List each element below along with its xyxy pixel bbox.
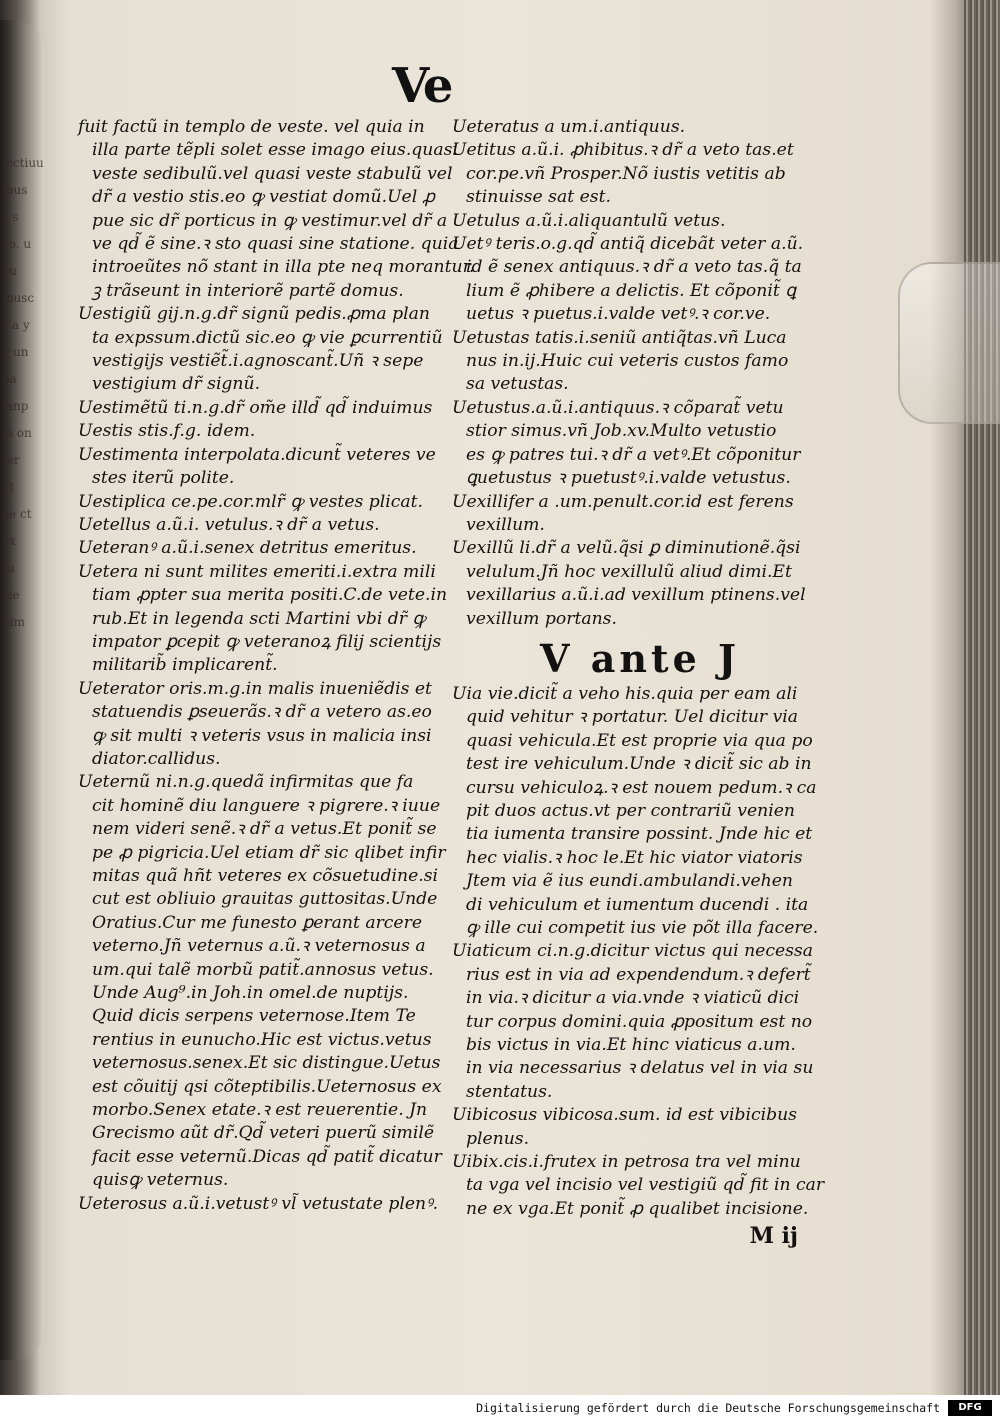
entry-line: ta expssum.dictũ sic.eo ꝙ vie ꝑcurrentiũ <box>92 327 443 348</box>
entry-line: ꝙ sit multi ꝛ veteris vsus in malicia insi <box>92 725 432 746</box>
entry-line: es ꝙ patres tui.ꝛ dr̃ a vetꝰ.Et cõponitur <box>466 444 801 465</box>
entry-line: uetus ꝛ puetus.i.valde vetꝰ.ꝛ cor.ve. <box>466 304 771 325</box>
entry-line: vexillum portans. <box>466 608 617 629</box>
entry-line: Uetellus a.ũ.i. vetulus.ꝛ dr̃ a vetus. <box>78 514 380 535</box>
entry-line: Uibicosus vibicosa.sum. id est vibicibus <box>452 1105 798 1126</box>
entry-line: morbo.Senex etate.ꝛ est reuerentie. Jn <box>92 1100 428 1121</box>
dictionary-entry <box>78 116 475 303</box>
dictionary-entry <box>78 397 440 420</box>
entry-line: nus in.ij.Huic cui veteris custos famo <box>466 351 789 372</box>
dictionary-entry <box>78 491 440 514</box>
dictionary-entry <box>78 444 440 491</box>
entry-line: ne ex vga.Et ponit̃ ꝓ qualibet incisione. <box>466 1198 809 1219</box>
entry-line: Ueteratus a um.i.antiquus. <box>452 117 686 137</box>
entry-line: plenus. <box>466 1128 530 1149</box>
entry-line: vexillarius a.ũ.i.ad vexillum ptinens.vel <box>466 585 806 606</box>
entry-line: Uetitus a.ũ.i. ꝓhibitus.ꝛ dr̃ a veto tas.et <box>452 140 794 161</box>
entry-line: pe ꝓ pigricia.Uel etiam dr̃ sic qlibet infir <box>92 842 446 863</box>
right-column-bottom <box>452 683 828 1221</box>
entry-line: velulum.Jñ hoc vexillulũ aliud dimi.Et <box>466 561 792 582</box>
entry-line: impator ꝑcepit ꝙ veteranoꝝ filij scientijs <box>92 631 442 652</box>
dictionary-entry <box>452 233 828 327</box>
entry-line: Uiaticum ci.n.g.dicitur victus qui necessa <box>452 941 814 962</box>
dictionary-entry <box>452 537 828 631</box>
right-column-top <box>452 116 828 631</box>
entry-line: Ueternũ ni.n.g.quedã infirmitas que fa <box>78 772 414 793</box>
entry-line: di vehiculum et iumentum ducendi . ita <box>466 894 809 915</box>
entry-line: Uia vie.dicit̃ a veho his.quia per eam ali <box>452 683 798 704</box>
entry-line: bis victus in via.Et hinc viaticus a.um. <box>466 1035 796 1056</box>
entry-line: ve qd̃ ẽ sine.ꝛ sto quasi sine statione. quia <box>92 234 459 255</box>
dictionary-entry <box>452 139 828 209</box>
entry-line: dr̃ a vestio stis.eo ꝙ vestiat domũ.Uel ꝓ <box>92 187 435 208</box>
running-head: Ve <box>392 58 452 114</box>
entry-line: hec vialis.ꝛ hoc le.Et hic viator viatoris <box>466 847 803 868</box>
entry-line: veternosus.senex.Et sic distingue.Uetus <box>92 1053 441 1074</box>
dfg-logo: DFG <box>948 1400 992 1416</box>
entry-line: Ueterosus a.ũ.i.vetustꝰ vl̃ vetustate plenꝰ. <box>78 1193 439 1214</box>
entry-line: in via.ꝛ dicitur a via.vnde ꝛ viaticũ dici <box>466 988 800 1009</box>
entry-line: quisꝙ veternus. <box>92 1170 229 1191</box>
entry-line: id ẽ senex antiquus.ꝛ dr̃ a veto tas.q̃ ta <box>466 257 802 278</box>
dictionary-entry <box>78 303 443 397</box>
entry-line: Uestimenta interpolata.dicunt̃ veteres ve <box>78 444 436 465</box>
entry-line: cit hominẽ diu languere ꝛ pigrere.ꝛ iuue <box>92 795 441 816</box>
entry-line: Grecismo aũt dr̃.Qd̃ veteri puerũ similẽ <box>92 1123 435 1144</box>
entry-line: test ire vehiculum.Unde ꝛ dicit̃ sic ab in <box>466 754 812 775</box>
entry-line: diator.callidus. <box>92 748 221 769</box>
dictionary-entry <box>452 1151 828 1221</box>
entry-line: ꝗuetustus ꝛ puetustꝰ.i.valde vetustus. <box>466 468 791 489</box>
entry-line: ta vga vel incisio vel vestigiũ qd̃ fit in car <box>466 1175 825 1196</box>
entry-line: quid vehitur ꝛ portatur. Uel dicitur via <box>466 707 799 728</box>
dictionary-entry <box>452 683 828 940</box>
dictionary-entry <box>78 537 440 560</box>
entry-line: militarib̃ implicarent̃. <box>92 655 278 676</box>
entry-line: lium ẽ ꝓhibere a delictis. Et cõponit̃ ꝗ <box>466 280 797 301</box>
entry-line: Unde Aug⁹.in Joh.in omel.de nuptijs. <box>92 983 409 1004</box>
entry-line: tiam ꝓpter sua merita positi.C.de vete.in <box>92 585 448 606</box>
entry-line: est cõuitij qsi cõteptibilis.Ueternosus ex <box>92 1076 442 1097</box>
entry-line: quasi vehicula.Et est proprie via qua po <box>466 730 813 751</box>
dictionary-entry <box>452 491 828 538</box>
entry-line: Uetustas tatis.i.seniũ antiq̃tas.vñ Luca <box>452 327 787 348</box>
right-column <box>452 116 828 1249</box>
entry-line: Uetera ni sunt milites emeriti.i.extra mili <box>78 561 436 582</box>
entry-line: vexillum. <box>466 514 545 535</box>
entry-line: stentatus. <box>466 1081 553 1102</box>
left-page-bleed-text: lectiuu lbus c s co. u ou lbusc s a y o un pa lanp la on ter ot ee ct ex tu cie nim <box>2 156 44 629</box>
entry-line: Uibix.cis.i.frutex in petrosa tra vel minu <box>452 1152 801 1173</box>
entry-line: nem videri senẽ.ꝛ dr̃ a vetus.Et ponit̃ se <box>92 819 437 840</box>
entry-line: Ueteranꝰ a.ũ.i.senex detritus emeritus. <box>78 538 417 559</box>
dictionary-entry <box>78 1193 440 1216</box>
entry-line: stior simus.vñ Job.xv.Multo vetustio <box>466 421 777 442</box>
left-column <box>78 116 475 1216</box>
entry-line: introeũtes nõ stant in illa pte neq morantur. <box>92 257 475 278</box>
footer-credit: Digitalisierung gefördert durch die Deutsche Forschungsgemeinschaft <box>476 1401 940 1415</box>
dictionary-entry <box>452 327 828 397</box>
dictionary-entry <box>78 678 440 772</box>
entry-line: Jtem via ẽ ius eundi.ambulandi.vehen <box>466 871 793 892</box>
entry-line: rentius in eunucho.Hic est victus.vetus <box>92 1029 432 1050</box>
entry-line: Uexillũ li.dr̃ a velũ.q̃si ꝑ diminutionẽ.q̃si <box>452 538 801 559</box>
entry-line: statuendis ꝑseuerãs.ꝛ dr̃ a vetero as.eo <box>92 702 432 723</box>
entry-line: pue sic dr̃ porticus in ꝙ vestimur.vel dr̃ a <box>92 210 448 231</box>
page-stack-edge <box>964 0 1000 1395</box>
section-heading: V ante J <box>540 635 740 681</box>
dictionary-entry <box>452 940 828 1104</box>
entry-line: veterno.Jñ veternus a.ũ.ꝛ veternosus a <box>92 936 426 957</box>
entry-line: cor.pe.vñ Prosper.Nõ iustis vetitis ab <box>466 163 786 184</box>
entry-line: Ueterator oris.m.g.in malis inueniẽdis et <box>78 678 432 699</box>
entry-line: tia iumenta transire possint. Jnde hic et <box>466 824 813 845</box>
dictionary-entry <box>452 210 828 233</box>
entry-line: vestigium dr̃ signũ. <box>92 374 261 395</box>
entry-line: cursu vehiculoꝝ.ꝛ est nouem pedum.ꝛ ca <box>466 777 817 798</box>
entry-line: stinuisse sat est. <box>466 187 611 208</box>
dictionary-entry <box>78 771 446 1192</box>
entry-line: stes iterũ polite. <box>92 468 235 489</box>
page-clip <box>898 262 1000 424</box>
signature-mark: M ij <box>749 1223 798 1250</box>
entry-line: cut est obliuio grauitas guttositas.Unde <box>92 889 438 910</box>
entry-line: vestigijs vestiẽt̃.i.agnoscant̃.Uñ ꝛ sepe <box>92 351 424 372</box>
entry-line: Uetulus a.ũ.i.aliquantulũ vetus. <box>452 210 726 231</box>
entry-line: Quid dicis serpens veternose.Item Te <box>92 1006 416 1027</box>
entry-line: mitas quã hñt veteres ex cõsuetudine.si <box>92 866 439 886</box>
footer-bar <box>0 1395 1000 1424</box>
dictionary-entry <box>78 561 448 678</box>
dictionary-entry <box>78 420 440 443</box>
dictionary-entry <box>452 116 828 139</box>
dictionary-entry <box>452 1104 828 1151</box>
entry-line: ꝙ ille cui competit ius vie põt illa facere. <box>466 918 819 938</box>
entry-line: Uestimẽtũ ti.n.g.dr̃ om̃e illd̃ qd̃ induimus <box>78 397 433 418</box>
entry-line: sa vetustas. <box>466 374 569 395</box>
entry-line: in via necessarius ꝛ delatus vel in via su <box>466 1058 814 1079</box>
entry-line: facit esse veternũ.Dicas qd̃ patit̃ dicatur <box>92 1146 442 1167</box>
entry-line: rius est in via ad expendendum.ꝛ defert̃ <box>466 964 811 985</box>
entry-line: Uexillifer a .um.penult.cor.id est ferens <box>452 491 794 512</box>
entry-line: pit duos actus.vt per contrariũ venien <box>466 800 795 821</box>
entry-line: veste sedibulũ.vel quasi veste stabulũ vel <box>92 163 453 184</box>
entry-line: Uestis stis.f.g. idem. <box>78 421 256 442</box>
entry-line: Uetustus.a.ũ.i.antiquus.ꝛ cõparat̃ vetu <box>452 397 784 418</box>
entry-line: Uestigiũ gij.n.g.dr̃ signũ pedis.ꝓma plan <box>78 304 430 325</box>
entry-line: um.qui talẽ morbũ patit̃.annosus vetus. <box>92 959 434 980</box>
entry-line: Uetꝰ teris.o.g.qd̃ antiq̃ dicebãt veter a.ũ. <box>452 234 804 255</box>
entry-line: Oratius.Cur me funesto ꝑerant arcere <box>92 912 422 933</box>
dictionary-entry <box>452 397 828 491</box>
entry-line: Uestiplica ce.pe.cor.mlr̃ ꝙ vestes plicat. <box>78 491 424 512</box>
entry-line: tur corpus domini.quia ꝓpositum est no <box>466 1011 813 1032</box>
dictionary-entry <box>78 514 440 537</box>
entry-line: rub.Et in legenda scti Martini vbi dr̃ ꝙ <box>92 608 426 629</box>
entry-line: ꝫ trãseunt in interiorẽ partẽ domus. <box>92 280 404 301</box>
entry-line: illa parte tẽpli solet esse imago eius.quasi <box>92 140 458 161</box>
entry-line: fuit factũ in templo de veste. vel quia in <box>78 117 425 137</box>
